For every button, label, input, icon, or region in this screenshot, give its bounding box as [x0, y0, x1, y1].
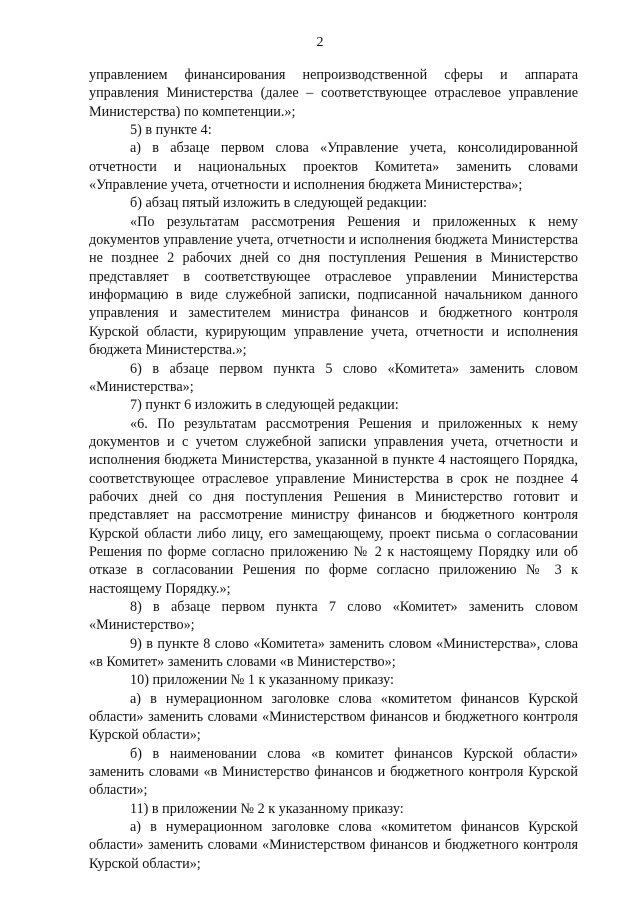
- paragraph: 10) приложении № 1 к указанному приказу:: [130, 672, 394, 689]
- paragraph: 7) пункт 6 изложить в следующей редакции:: [130, 397, 399, 414]
- document-body: [89, 66, 578, 873]
- paragraph: 11) в приложении № 2 к указанному приказу:: [130, 800, 404, 817]
- paragraph: 6) в абзаце первом пункта 5 слово «Комитета» заменить словом «Министерства»;: [89, 360, 578, 395]
- paragraph: «6. По результатам рассмотрения Решения и приложенных к нему документов и с учетом служебной записки управления учета, отчетности и исполнения бюджета Министерства, указанной в пункте 4 настоящего Порядка, соответствующее отраслевое управление Министерства в срок не позднее 4 рабочих дней со дня поступления Решения в Министерство готовит и представляет на рассмотрение министру финансов и бюджетного контроля Курской области либо лицу, его замещающему, проект письма о согласовании Решения по форме согласно приложению № 2 к настоящему Порядку или об отказе в согласовании Решения по форме согласно приложению № 3 к настоящему Порядку.»;: [89, 415, 578, 597]
- paragraph: а) в абзаце первом слова «Управление учета, консолидированной отчетности и национальных проектов Комитета» заменить словами «Управление учета, отчетности и исполнения бюджета Министерства»;: [89, 140, 578, 194]
- page-number: 2: [316, 35, 324, 50]
- paragraph: б) абзац пятый изложить в следующей редакции:: [130, 195, 428, 212]
- paragraph: 9) в пункте 8 слово «Комитета» заменить словом «Министерства», слова «в Комитет» заменить словами «в Министерство»;: [89, 635, 578, 670]
- paragraph: 8) в абзаце первом пункта 7 слово «Комитет» заменить словом «Министерство»;: [89, 598, 578, 634]
- paragraph: «По результатам рассмотрения Решения и приложенных к нему документов управление учета, отчетности и исполнения бюджета Министерства не позднее 2 рабочих дней со дня поступления Решения в Министерство представляет в соответствующее отраслевое управлении Министерства информацию в виде служебной записки, подписанной начальником данного управления и заместителем министра финансов и бюджетного контроля Курской области, курирующим управление учета, отчетности и исполнения бюджета Министерства.»;: [89, 213, 578, 359]
- paragraph: 5) в пункте 4:: [130, 122, 212, 139]
- paragraph: а) в нумерационном заголовке слова «комитетом финансов Курской области» заменить словами «Министерством финансов и бюджетного контроля Курской области»;: [89, 690, 578, 744]
- paragraph: б) в наименовании слова «в комитет финансов Курской области» заменить словами «в Министерство финансов и бюджетного контроля Курской области»;: [89, 745, 578, 799]
- paragraph: управлением финансирования непроизводственной сферы и аппарата управления Министерства (далее – соответствующее отраслевое управление Министерства) по компетенции.»;: [89, 67, 578, 120]
- paragraph: а) в нумерационном заголовке слова «комитетом финансов Курской области» заменить словами «Министерством финансов и бюджетного контроля Курской области»;: [89, 819, 578, 872]
